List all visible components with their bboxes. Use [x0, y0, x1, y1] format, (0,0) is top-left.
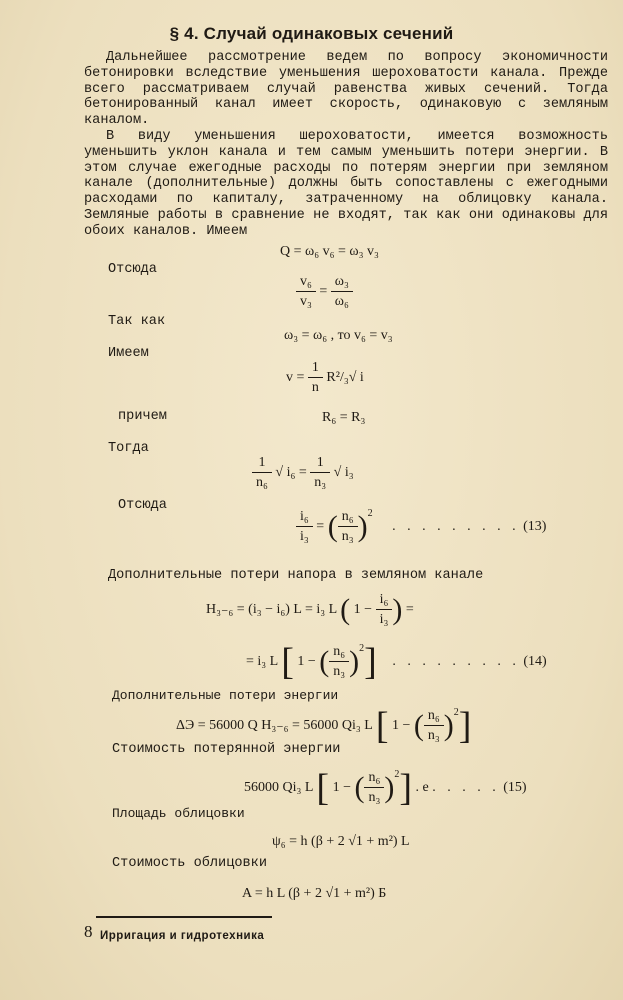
eq-label-14: (14) [523, 654, 547, 670]
eq7-num: i₆ [296, 509, 313, 527]
label-ploshchad: Площадь облицовки [112, 806, 245, 821]
page-number: 8 [84, 922, 93, 941]
journal-title: Ирригация и гидротехника [100, 930, 265, 942]
eq-label-13: (13) [523, 519, 547, 534]
eq8-inner-num: i₆ [376, 592, 393, 610]
eq9-inner-den: n₃ [333, 664, 346, 679]
eq11-inner-den: n₃ [368, 790, 381, 805]
eq10-inner-num: n₆ [424, 708, 444, 726]
equation-1: Q = ω₆ v₆ = ω₃ v₃ [280, 244, 379, 259]
eq10-inner-den: n₃ [427, 728, 440, 743]
equation-4 [286, 360, 364, 396]
eq6-den-1: n₆ [256, 475, 268, 490]
equation-7: $\frac{\text{i₆}}{\text{i₃}}$ = ( $\frac{\text{n₆}}{\text{n₃}}$ )$^2$ . . . . . . . . . (13) [296, 508, 546, 545]
equation-13: A = h L (β + 2 √1 + m²) Б [242, 886, 387, 901]
eq10-left: ΔЭ = 56000 Q H₃₋₆ = 56000 Qi₃ L [176, 718, 373, 734]
eq4-left: v = [286, 370, 305, 386]
label-imeem: Имеем [108, 346, 149, 361]
label-stoimost-oblitsovki: Стоимость облицовки [112, 856, 267, 871]
equation-9: = i₃ L [ 1 − ( $\frac{\text{n₆}}{\text{n₃}}$ )$^2$] . . . . . . . . . (14) [246, 641, 547, 683]
paragraph-1 [84, 50, 608, 129]
eq2-left-den: v₃ [300, 294, 312, 309]
equation-2: $\frac{\text{v₆}}{\text{v₃}}$ = $\frac{\text{ω₃}}{\text{ω₆}}$ [296, 274, 353, 310]
eq6-num-1: 1 [252, 455, 272, 473]
eq6-den-2: n₃ [314, 475, 327, 490]
equation-6 [252, 455, 354, 491]
paragraph-1-text: Дальнейшее рассмотрение ведем по вопросу экономичности бетонировки вследствие уменьшения шероховатости канала. Прежде всего рассматриваем случай равенства живых сечений. Тогда бетонированный канал имеет скорость, одинаковую с земляным каналом. [84, 50, 608, 129]
eq6-end: √ i₃ [333, 465, 354, 481]
equation-12: ψ₆ = h (β + 2 √1 + m²) L [272, 834, 410, 849]
eq2-left-num: v₆ [296, 274, 316, 292]
equation-3: ω₃ = ω₆ , то v₆ = v₃ [284, 328, 393, 343]
label-dop-poteri-energii: Дополнительные потери энергии [112, 688, 339, 703]
eq9-left: = i₃ L [246, 654, 278, 670]
footer-rule [96, 916, 272, 918]
eq9-inner-num: n₆ [329, 644, 349, 662]
eq4-den: n [311, 380, 319, 395]
eq7-inner-den: n₃ [341, 528, 354, 544]
eq4-right: R²/₃√ i [326, 370, 364, 386]
paragraph-2-text: В виду уменьшения шероховатости, имеется возможность уменьшить уклон канала и тем самым уменьшить потери энергии. В этом случае ежегодные расходы по потерям энергии при земляном канале (дополнительные) должны быть сопоставлены с ежегодными расходами по капиталу, затраченному на облицовку канала. Земляные работы в сравнение не входят, так как они одинаковы для обоих каналов. Имеем [84, 129, 608, 239]
section-title: § 4. Случай одинаковых сечений [169, 24, 454, 43]
eq7-inner-num: n₆ [338, 509, 358, 527]
label-prichem: причем [118, 409, 167, 424]
label-otsyuda-1: Отсюда [108, 262, 157, 277]
equation-8: H₃₋₆ = (i₃ − i₆) L = i₃ L ( 1 − $\frac{\text{i₆}}{\text{i₃}}$ ) = [206, 592, 414, 627]
eq11-left: 56000 Qi₃ L [244, 780, 313, 796]
label-tak-kak: Так как [108, 314, 166, 329]
equation-10: ΔЭ = 56000 Q H₃₋₆ = 56000 Qi₃ L [ 1 − ( $\frac{\text{n₆}}{\text{n₃}}$ )$^2$] [176, 705, 472, 747]
paragraph-2 [84, 129, 608, 240]
eq11-e: . е [415, 780, 429, 796]
eq6-num-2: 1 [310, 455, 330, 473]
label-stoimost-energii: Стоимость потерянной энергии [112, 742, 341, 757]
label-otsyuda-2: Отсюда [118, 498, 167, 513]
eq4-num: 1 [308, 360, 323, 378]
eq6-mid: √ i₆ = [275, 465, 307, 481]
equation-11: 56000 Qi₃ L [ 1 − ( $\frac{\text{n₆}}{\text{n₃}}$ )$^2$] . е . . . . . (15) [244, 767, 527, 809]
eq8-inner-den: i₃ [379, 612, 389, 627]
eq8-left: H₃₋₆ = (i₃ − i₆) L = i₃ L [206, 602, 337, 618]
label-togda: Тогда [108, 441, 149, 456]
eq7-den: i₃ [300, 528, 309, 544]
equation-5: R₆ = R₃ [322, 410, 366, 425]
eq-label-15: (15) [503, 780, 527, 796]
label-dop-poteri-napora: Дополнительные потери напора в земляном канале [108, 568, 484, 583]
eq11-inner-num: n₆ [364, 770, 384, 788]
eq2-right-den: ω₆ [334, 294, 349, 309]
eq2-right-num: ω₃ [331, 274, 353, 292]
